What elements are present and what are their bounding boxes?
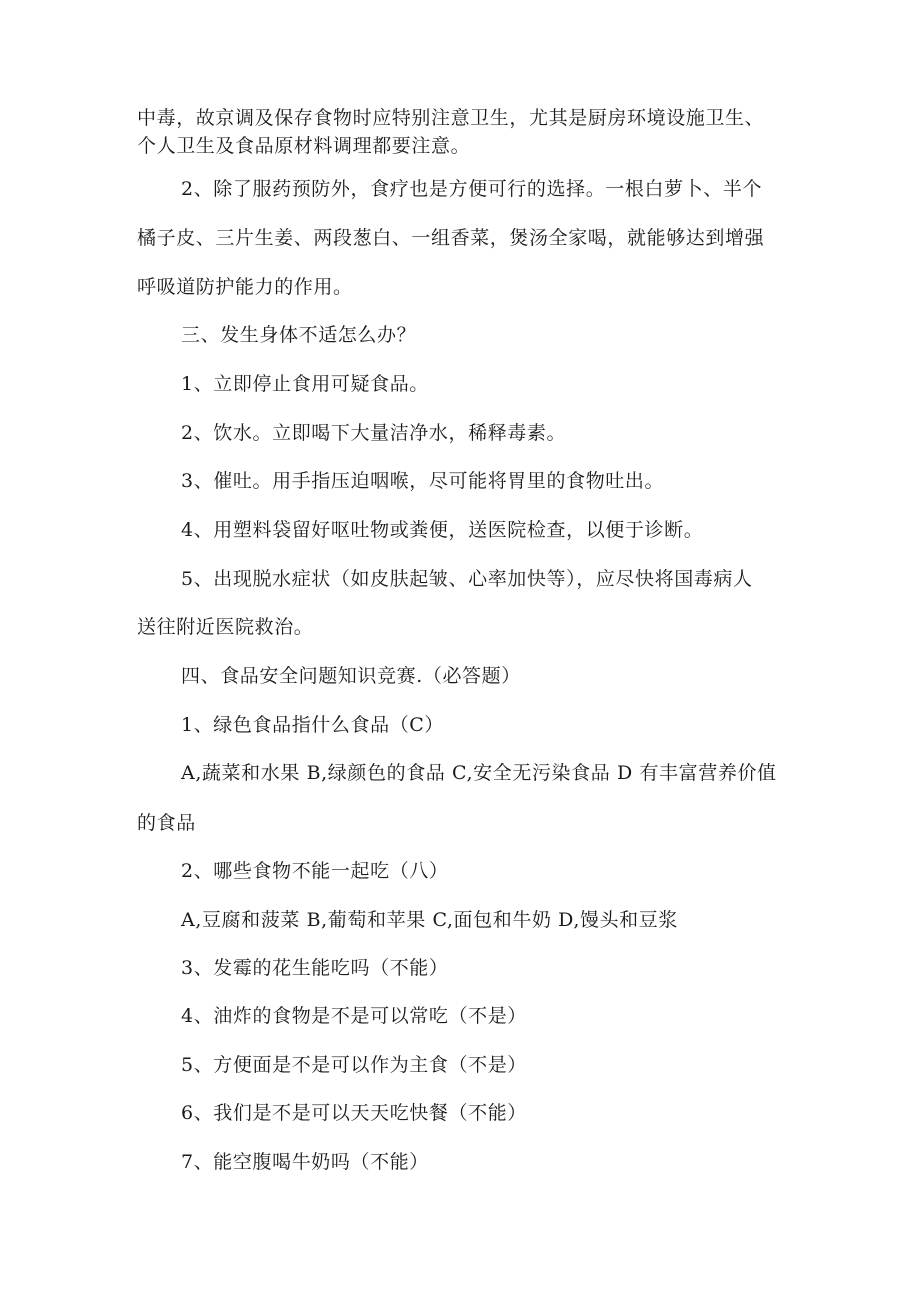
text-line-10: 4、用塑料袋留好呕吐物或粪便，送医院检查，以便于诊断。	[181, 519, 704, 541]
text-line-5: 呼吸道防护能力的作用。	[137, 276, 353, 298]
text-line-12: 送往附近医院救治。	[137, 616, 314, 638]
text-line-7: 1、立即停止食用可疑食品。	[181, 373, 429, 395]
text-line-21: 5、方便面是不是可以作为主食（不是）	[181, 1054, 527, 1076]
text-line-18: A,豆腐和菠菜 B,葡萄和苹果 C,面包和牛奶 D,馒头和豆浆	[181, 909, 678, 931]
section-heading-3: 三、发生身体不适怎么办？	[181, 324, 417, 346]
text-line-3: 2、除了服药预防外，食疗也是方便可行的选择。一根白萝卜、半个	[181, 178, 763, 200]
section-heading-4: 四、食品安全问题知识竞赛.（必答题）	[181, 665, 521, 687]
text-line-4: 橘子皮、三片生姜、两段葱白、一组香菜，煲汤全家喝，就能够达到增强	[137, 227, 765, 249]
text-line-22: 6、我们是不是可以天天吃快餐（不能）	[181, 1102, 527, 1124]
text-line-14: 1、绿色食品指什么食品（C）	[181, 714, 445, 736]
text-line-23: 7、能空腹喝牛奶吗（不能）	[181, 1151, 429, 1173]
text-line-20: 4、油炸的食物是不是可以常吃（不是）	[181, 1005, 527, 1027]
text-line-2: 个人卫生及食品原材料调理都要注意。	[137, 135, 471, 157]
text-line-9: 3、催吐。用手指压迫咽喉，尽可能将胃里的食物吐出。	[181, 470, 665, 492]
text-line-19: 3、发霉的花生能吃吗（不能）	[181, 957, 449, 979]
text-line-1: 中毒，故京调及保存食物时应特别注意卫生，尤其是厨房环境设施卫生、	[137, 107, 765, 129]
text-line-11: 5、出现脱水症状（如皮肤起皱、心率加快等），应尽快将国毒病人	[181, 568, 753, 590]
text-line-8: 2、饮水。立即喝下大量洁净水，稀释毒素。	[181, 422, 567, 444]
text-line-17: 2、哪些食物不能一起吃（八）	[181, 860, 449, 882]
text-line-16: 的食品	[137, 812, 196, 834]
text-line-15: A,蔬菜和水果 B,绿颜色的食品 C,安全无污染食品 D 有丰富营养价值	[181, 762, 777, 784]
